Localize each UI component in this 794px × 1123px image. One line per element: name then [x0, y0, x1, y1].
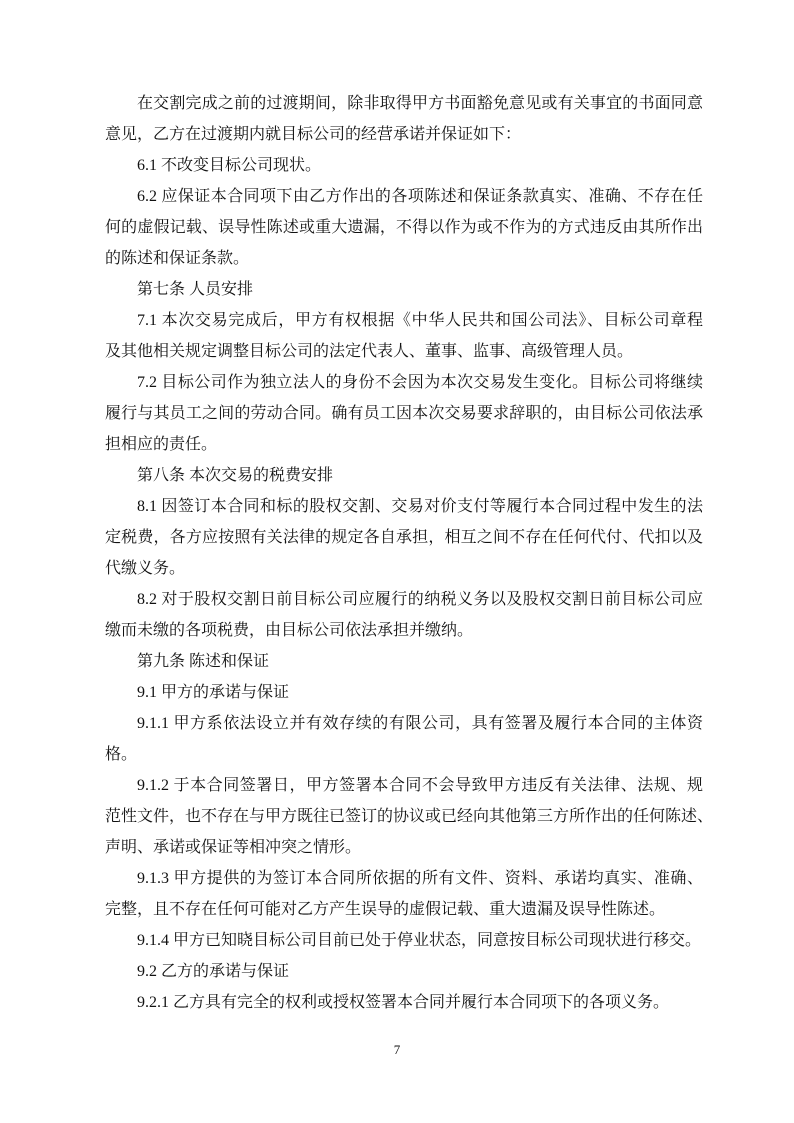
paragraph-line: 9.1.2 于本合同签署日，甲方签署本合同不会导致甲方违反有关法律、法规、规: [137, 777, 703, 794]
paragraph: [105, 491, 703, 584]
document-body: [105, 88, 714, 1018]
paragraph: [105, 708, 703, 770]
paragraph-line: 何的虚假记载、误导性陈述或重大遗漏，不得以作为或不作为的方式违反由其所作出: [105, 219, 703, 236]
page-number: 7: [393, 1042, 401, 1057]
paragraph: [105, 88, 703, 150]
paragraph-line: 9.1 甲方的承诺与保证: [137, 684, 290, 701]
paragraph-line: 第七条 人员安排: [137, 281, 254, 298]
paragraph: [105, 460, 703, 491]
paragraph-line: 9.1.3 甲方提供的为签订本合同所依据的所有文件、资料、承诺均真实、准确、: [137, 870, 703, 887]
paragraph-line: 在交割完成之前的过渡期间，除非取得甲方书面豁免意见或有关事宜的书面同意: [137, 95, 703, 112]
paragraph: [105, 956, 703, 987]
paragraph-line: 完整，且不存在任何可能对乙方产生误导的虚假记载、重大遗漏及误导性陈述。: [105, 901, 666, 918]
paragraph: [105, 925, 703, 956]
paragraph: [105, 987, 703, 1018]
paragraph: [105, 181, 703, 274]
paragraph-line: 9.1.1 甲方系依法设立并有效存续的有限公司，具有签署及履行本合同的主体资: [137, 715, 703, 732]
paragraph: [105, 274, 703, 305]
paragraph-line: 范性文件，也不存在与甲方既往已签订的协议或已经向其他第三方所作出的任何陈述、: [105, 808, 714, 825]
paragraph-line: 意见，乙方在过渡期内就目标公司的经营承诺并保证如下：: [105, 126, 522, 143]
paragraph-line: 缴而未缴的各项税费，由目标公司依法承担并缴纳。: [105, 622, 474, 639]
paragraph-line: 第八条 本次交易的税费安排: [137, 467, 334, 484]
paragraph-line: 担相应的责任。: [105, 436, 218, 453]
paragraph-line: 格。: [105, 746, 138, 763]
paragraph: [105, 677, 703, 708]
paragraph-line: 9.1.4 甲方已知晓目标公司目前已处于停业状态，同意按目标公司现状进行移交。: [137, 932, 702, 949]
paragraph-line: 及其他相关规定调整目标公司的法定代表人、董事、监事、高级管理人员。: [105, 343, 634, 360]
paragraph-line: 7.1 本次交易完成后，甲方有权根据《中华人民共和国公司法》、目标公司章程: [137, 312, 703, 329]
paragraph: [105, 367, 703, 460]
paragraph-line: 7.2 目标公司作为独立法人的身份不会因为本次交易发生变化。目标公司将继续: [137, 374, 703, 391]
paragraph: [105, 770, 714, 863]
paragraph: [105, 305, 703, 367]
paragraph-line: 8.2 对于股权交割日前目标公司应履行的纳税义务以及股权交割日前目标公司应: [137, 591, 703, 608]
paragraph-line: 履行与其员工之间的劳动合同。确有员工因本次交易要求辞职的，由目标公司依法承: [105, 405, 703, 422]
paragraph-line: 代缴义务。: [105, 560, 186, 577]
paragraph-line: 8.1 因签订本合同和标的股权交割、交易对价支付等履行本合同过程中发生的法: [137, 498, 703, 515]
paragraph-line: 的陈述和保证条款。: [105, 250, 250, 267]
paragraph: [105, 584, 703, 646]
paragraph-line: 第九条 陈述和保证: [137, 653, 270, 670]
paragraph-line: 9.2.1 乙方具有完全的权利或授权签署本合同并履行本合同项下的各项义务。: [137, 994, 670, 1011]
paragraph-line: 6.2 应保证本合同项下由乙方作出的各项陈述和保证条款真实、准确、不存在任: [137, 188, 703, 205]
paragraph-line: 声明、承诺或保证等相冲突之情形。: [105, 839, 362, 856]
paragraph: [105, 150, 703, 181]
paragraph-line: 6.1 不改变目标公司现状。: [137, 157, 322, 174]
paragraph: [105, 863, 703, 925]
paragraph-line: 定税费，各方应按照有关法律的规定各自承担，相互之间不存在任何代付、代扣以及: [105, 529, 703, 546]
paragraph: [105, 646, 703, 677]
paragraph-line: 9.2 乙方的承诺与保证: [137, 963, 290, 980]
